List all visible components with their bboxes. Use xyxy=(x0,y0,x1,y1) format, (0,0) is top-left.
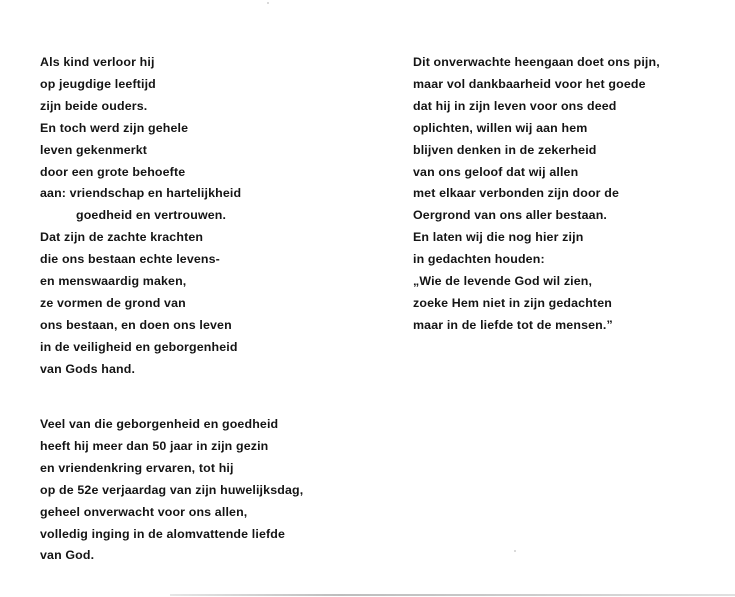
text-line: heeft hij meer dan 50 jaar in zijn gezin xyxy=(40,438,269,453)
text-line: Dit onverwachte heengaan doet ons pijn, xyxy=(413,55,660,69)
left-text-column-second xyxy=(40,414,370,567)
text-line: En laten wij die nog hier zijn xyxy=(413,230,584,245)
text-line: volledig inging in de alomvattende liefde xyxy=(40,526,286,541)
text-line: blijven denken in de zekerheid xyxy=(413,142,597,157)
text-line: van ons geloof dat wij allen xyxy=(413,164,579,179)
text-line: ze vormen de grond van xyxy=(40,295,186,310)
text-line: leven gekenmerkt xyxy=(40,142,148,157)
text-line: goedheid en vertrouwen. xyxy=(76,208,227,223)
text-line: en vriendenkring ervaren, tot hij xyxy=(40,460,234,475)
paper-speck xyxy=(514,550,516,552)
text-line: ons bestaan, en doen ons leven xyxy=(40,317,232,332)
text-line: op de 52e verjaardag van zijn huwelijksdag, xyxy=(40,482,304,497)
text-line: oplichten, willen wij aan hem xyxy=(413,120,588,135)
text-line: zijn beide ouders. xyxy=(40,98,148,113)
text-line: Als kind verloor hij xyxy=(40,55,155,69)
text-line: Dat zijn de zachte krachten xyxy=(40,230,204,245)
text-line: door een grote behoefte xyxy=(40,164,186,179)
text-line: geheel onverwacht voor ons allen, xyxy=(40,504,248,519)
text-line: En toch werd zijn gehele xyxy=(40,120,189,135)
left-text-column xyxy=(40,52,370,381)
quote-line: maar in de liefde tot de mensen.” xyxy=(413,317,613,332)
text-line: in de veiligheid en geborgenheid xyxy=(40,339,238,354)
quote-line: „Wie de levende God wil zien, xyxy=(413,274,593,289)
text-line: Oergrond van ons aller bestaan. xyxy=(413,208,608,223)
text-line: die ons bestaan echte levens- xyxy=(40,252,220,267)
text-line: van God. xyxy=(40,548,95,563)
right-text-column xyxy=(413,52,723,337)
text-line: aan: vriendschap en hartelijkheid xyxy=(40,186,242,201)
text-line: maar vol dankbaarheid voor het goede xyxy=(413,76,646,91)
text-line: Veel van die geborgenheid en goedheid xyxy=(40,417,279,431)
text-line: op jeugdige leeftijd xyxy=(40,76,156,91)
scan-bottom-edge xyxy=(170,594,735,596)
text-line: dat hij in zijn leven voor ons deed xyxy=(413,98,617,113)
quote-line: zoeke Hem niet in zijn gedachten xyxy=(413,295,612,310)
paper-speck xyxy=(267,2,269,4)
text-line: met elkaar verbonden zijn door de xyxy=(413,186,620,201)
text-line: in gedachten houden: xyxy=(413,252,545,267)
text-line: van Gods hand. xyxy=(40,361,136,376)
text-line: en menswaardig maken, xyxy=(40,274,187,289)
